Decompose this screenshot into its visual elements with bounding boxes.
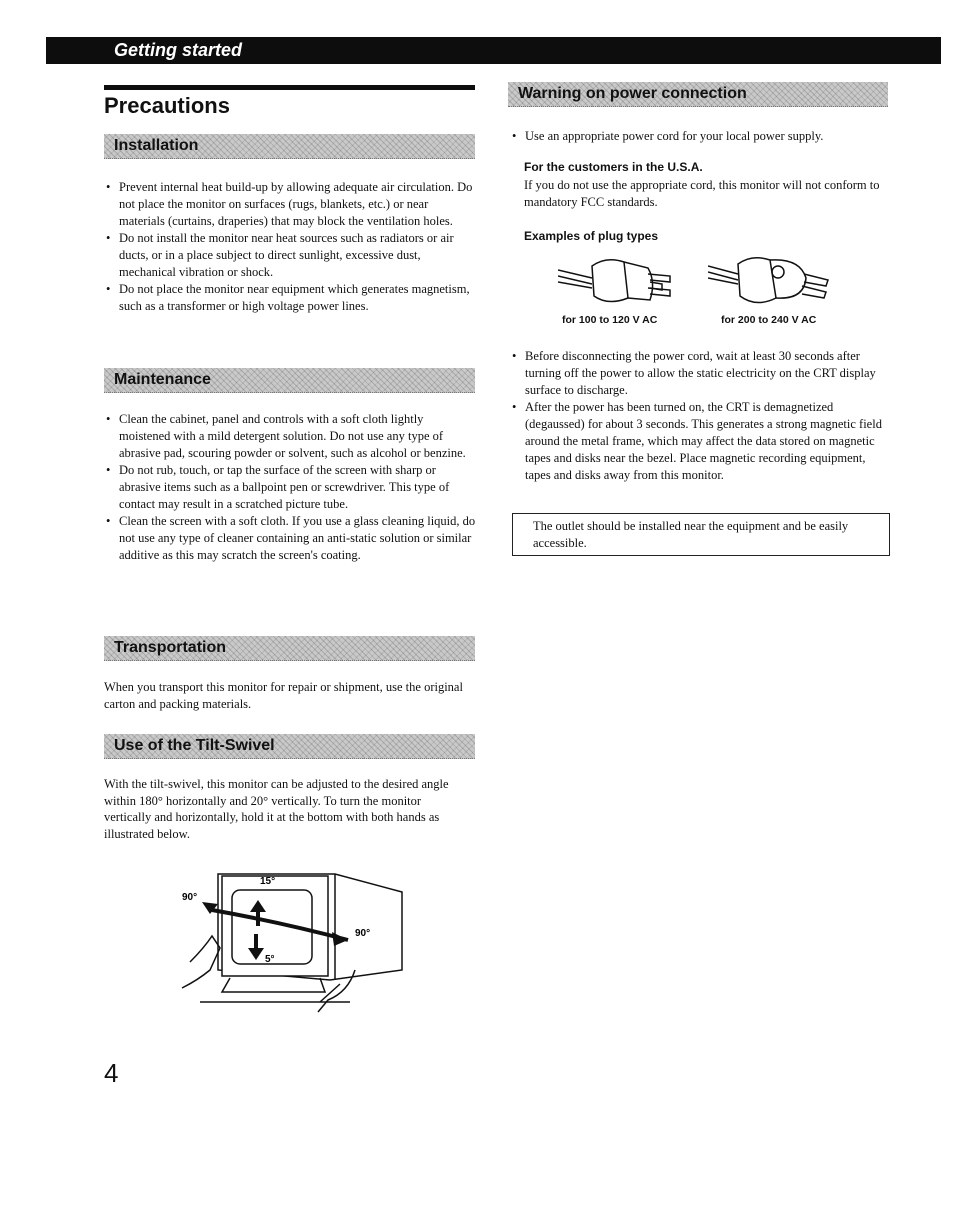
installation-heading-band [104,134,475,159]
list-item: • Prevent internal heat build-up by allowing adequate air circulation. Do not place the monitor on surfaces (rugs, blankets, etc.) or near materials (curtains, draperies) that may block the ventilation holes. [104,179,476,230]
transportation-text: When you transport this monitor for repair or shipment, use the original carton and packing materials. [104,680,463,711]
section-header-bar [46,37,941,64]
figure-label-bottom: 5° [265,954,275,965]
power-list-2 [510,348,888,484]
title-rule [104,85,475,90]
list-item: • Use an appropriate power cord for your local power supply. [510,128,886,145]
figure-label-top: 15° [260,876,276,887]
power-heading-band [508,82,888,107]
page-title: Precautions [104,93,230,118]
maintenance-list [104,411,476,564]
monitor-tilt-swivel-illustration [170,852,420,1022]
list-item: • After the power has been turned on, the CRT is demagnetized (degaussed) for about 3 seconds. This generates a strong magnetic field around the metal frame, which may affect the data stored on magnetic tapes and disks near the bezel. Place magnetic recording equipment, tapes and disks away from this monitor. [510,399,888,484]
plug-caption-eu: for 200 to 240 V AC [721,314,817,326]
list-item: • Clean the cabinet, panel and controls with a soft cloth lightly moistened with a mild detergent solution. Do not use any type of abrasive pad, scouring powder or solvent, such as alcohol or benzine. [104,411,476,462]
list-item: • Do not rub, touch, or tap the surface of the screen with sharp or abrasive items such as a ballpoint pen or screwdriver. This type of contact may result in a scratched picture tube. [104,462,476,513]
plug-caption-us: for 100 to 120 V AC [562,314,658,326]
outlet-note-box [512,513,890,556]
plug-us-illustration [558,252,678,312]
maintenance-heading: Maintenance [114,371,211,388]
power-list-1 [510,128,886,145]
transportation-heading-band [104,636,475,661]
figure-label-right: 90° [355,928,371,939]
usa-text: If you do not use the appropriate cord, this monitor will not conform to mandatory FCC standards. [524,178,880,209]
section-title: Getting started [114,40,243,60]
installation-list [104,179,476,315]
list-item: • Do not install the monitor near heat sources such as radiators or air ducts, or in a place subject to direct sunlight, excessive dust, mechanical vibration or shock. [104,230,476,281]
installation-heading: Installation [114,137,199,154]
list-item: • Do not place the monitor near equipment which generates magnetism, such as a transformer or high voltage power lines. [104,281,476,315]
plug-types-heading: Examples of plug types [524,229,659,243]
power-heading: Warning on power connection [518,85,747,102]
list-item: • Clean the screen with a soft cloth. If you use a glass cleaning liquid, do not use any type of cleaner containing an anti-static solution or similar additive as this may scratch the screen's coating. [104,513,476,564]
maintenance-heading-band [104,368,475,393]
figure-label-left: 90° [182,892,198,903]
usa-heading: For the customers in the U.S.A. [524,160,703,174]
tilt-swivel-heading-band [104,734,475,759]
transportation-heading: Transportation [114,639,227,656]
plug-eu-illustration [708,252,832,312]
tilt-swivel-text: With the tilt-swivel, this monitor can be adjusted to the desired angle within 180° horizontally and 20° vertically. To turn the monitor vertically and horizontally, hold it at the bottom with both hands as illustrated below. [104,777,449,841]
list-item: • Before disconnecting the power cord, wait at least 30 seconds after turning off the power to allow the static electricity on the CRT display surface to discharge. [510,348,888,399]
tilt-swivel-heading: Use of the Tilt-Swivel [114,737,275,754]
outlet-note-text: The outlet should be installed near the equipment and be easily accessible. [533,519,849,550]
page-number: 4 [104,1058,119,1088]
